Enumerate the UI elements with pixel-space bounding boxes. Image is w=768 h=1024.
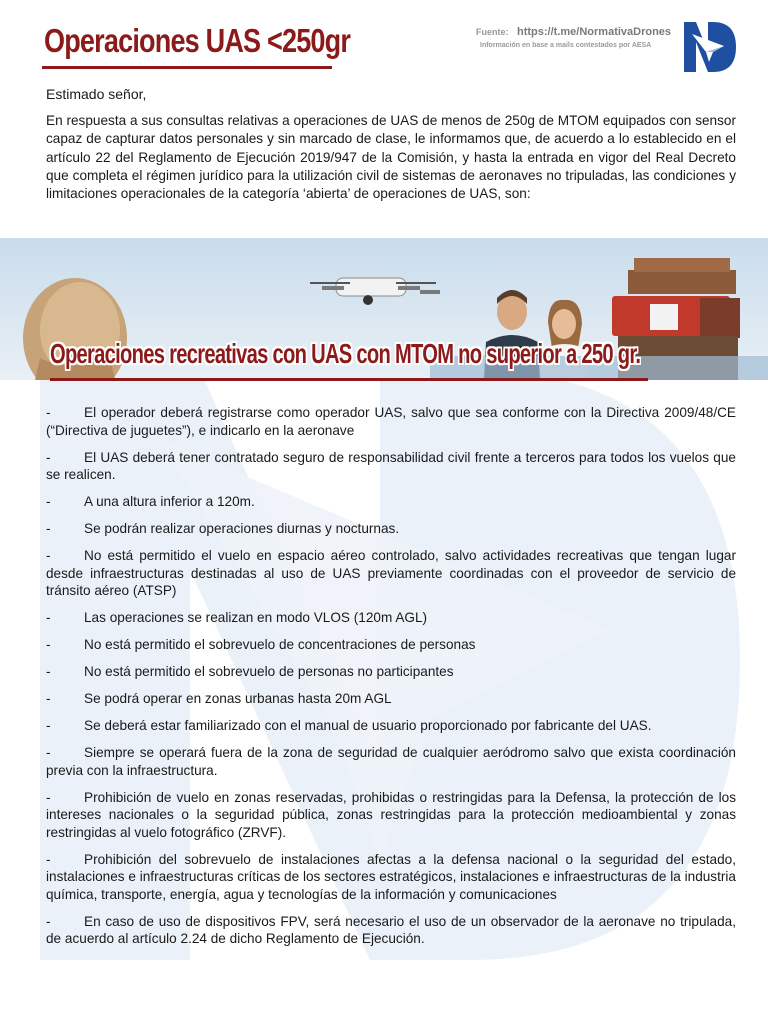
list-item (46, 851, 736, 904)
list-bullet: - (46, 449, 51, 465)
list-item (46, 520, 736, 538)
banner-caption: Operaciones recreativas con UAS con MTOM no superior a 250 gr. (50, 338, 641, 369)
rule-text: Se podrán realizar operaciones diurnas y nocturnas. (84, 521, 400, 536)
title-underline (42, 66, 332, 69)
rule-text: Siempre se operará fuera de la zona de seguridad de cualquier aeródromo salvo que exista coordinación previa con la infraestructura. (46, 745, 736, 778)
list-bullet: - (46, 521, 51, 536)
list-item (46, 913, 736, 948)
list-bullet: - (46, 913, 51, 929)
rule-text: Se podrá operar en zonas urbanas hasta 20m AGL (84, 691, 392, 706)
list-item (46, 717, 736, 735)
rule-text: No está permitido el sobrevuelo de concentraciones de personas (84, 637, 476, 652)
list-bullet: - (46, 664, 51, 679)
list-item (46, 493, 736, 511)
list-item (46, 663, 736, 681)
rule-text: En caso de uso de dispositivos FPV, será necesario el uso de un observador de la aeronave no tripulada, de acuerdo al artículo 2.24 de dicho Reglamento de Ejecución. (46, 913, 736, 946)
intro-paragraph: En respuesta a sus consultas relativas a operaciones de UAS de menos de 250g de MTOM equipados con sensor capaz de capturar datos personales y sin marcado de clase, le informamos que, de acuerdo a lo establecido en el artículo 22 del Reglamento de Ejecución 2019/947 de la Comisión, y hasta la entrada en vigor del Real Decreto que completa el régimen jurídico para la utilización civil de sistemas de aeronaves no tripuladas, las condiciones y limitaciones operacionales de la categoría ‘abierta’ de operaciones de UAS, son: (46, 113, 736, 202)
list-bullet: - (46, 548, 51, 563)
rules-list (46, 404, 736, 957)
rule-text: No está permitido el sobrevuelo de personas no participantes (84, 664, 454, 679)
list-item (46, 789, 736, 842)
list-item (46, 449, 736, 484)
source-link[interactable]: https://t.me/NormativaDrones (517, 26, 672, 38)
rule-text: El operador deberá registrarse como operador UAS, salvo que sea conforme con la Directiva 2009/48/CE (“Directiva de juguetes”), e indicarlo en la aeronave (46, 405, 736, 438)
list-item (46, 404, 736, 439)
rule-text: El UAS deberá tener contratado seguro de responsabilidad civil frente a terceros para todos los vuelos que se realicen. (46, 449, 736, 482)
caption-underline (50, 378, 648, 381)
rule-text: Las operaciones se realizan en modo VLOS (120m AGL) (84, 610, 428, 625)
rule-text: Prohibición del sobrevuelo de instalaciones afectas a la defensa nacional o la seguridad del estado, instalaciones e infraestructuras críticas de los sectores estratégicos, instalaciones e infraestructuras de la industria química, transporte, energía, agua y tecnologías de la información y comunicaciones (46, 851, 736, 902)
rule-text: Prohibición de vuelo en zonas reservadas, prohibidas o restringidas para la Defensa, la protección de los intereses nacionales o la seguridad pública, zonas restringidas para la protección medioambiental y zonas restringidas al vuelo fotográfico (ZRVF). (46, 789, 736, 840)
source-line (476, 26, 671, 38)
list-bullet: - (46, 851, 51, 867)
rule-text: No está permitido el vuelo en espacio aéreo controlado, salvo actividades recreativas que tengan lugar desde infraestructuras destinadas al uso de UAS previamente coordinadas con el proveedor de servicio de tránsito aéreo (ATSP) (46, 548, 736, 598)
list-bullet: - (46, 718, 51, 733)
greeting: Estimado señor, (46, 86, 147, 102)
rule-text: A una altura inferior a 120m. (84, 494, 255, 509)
list-bullet: - (46, 610, 51, 625)
list-bullet: - (46, 405, 51, 420)
list-item (46, 636, 736, 654)
list-bullet: - (46, 637, 51, 652)
list-bullet: - (46, 745, 51, 760)
list-bullet: - (46, 789, 51, 805)
list-item (46, 609, 736, 627)
rule-text: Se deberá estar familiarizado con el manual de usuario proporcionado por fabricante del UAS. (84, 718, 652, 733)
normativa-drones-logo (682, 18, 738, 76)
list-item (46, 690, 736, 708)
list-bullet: - (46, 494, 51, 509)
source-note: Información en base a mails contestados por AESA (480, 42, 652, 49)
list-bullet: - (46, 691, 51, 706)
list-item (46, 547, 736, 600)
list-item (46, 744, 736, 779)
source-label: Fuente: (476, 27, 509, 37)
page-title: Operaciones UAS <250gr (44, 22, 351, 59)
